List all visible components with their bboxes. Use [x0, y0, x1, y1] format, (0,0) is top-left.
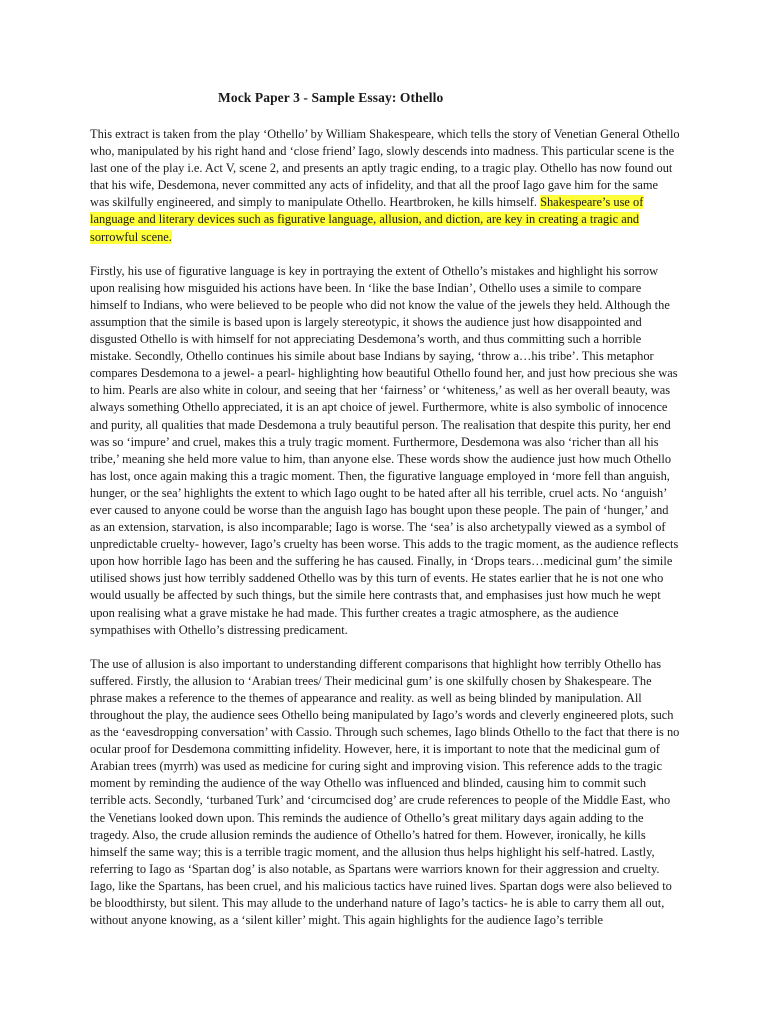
intro-paragraph [90, 126, 680, 246]
document-title: Mock Paper 3 - Sample Essay: Othello [218, 90, 444, 105]
allusion-paragraph: The use of allusion is also important to understanding different comparisons that highlight how terribly Othello has suffered. Firstly, the allusion to ‘Arabian trees/ Their medicinal gum’ is one skilfully chosen by Shakespeare. The phrase makes a reference to the themes of appearance and reality. as well as being blinded by manipulation. All throughout the play, the audience sees Othello being manipulated by Iago’s words and cleverly engineered plots, such as the ‘eavesdropping conversation’ with Cassio. Through such schemes, Iago blinds Othello to the fact that there is no ocular proof for Desdemona committing infidelity. However, here, it is important to note that the medicinal gum of Arabian trees (myrrh) was used as medicine for curing sight and improving vision. This reference adds to the tragic moment by reminding the audience of the way Othello was influenced and blinded, causing him to commit such terrible acts. Secondly, ‘turbaned Turk’ and ‘circumcised dog’ are crude references to people of the Middle East, who the Venetians looked down upon. This reminds the audience of Othello’s great military days again adding to the tragedy. Also, the crude allusion reminds the audience of Othello’s hatred for them. However, ironically, he kills himself the same way; this is a terrible tragic moment, and the allusion thus helps highlight his self-hatred. Lastly, referring to Iago as ‘Spartan dog’ is also notable, as Spartans were warriors known for their aggression and cruelty. Iago, like the Spartans, has been cruel, and his malicious tactics have ruined lives. Spartan dogs were also believed to be bloodthirsty, but silent. This may allude to the underhand nature of Iago’s tactics- he is able to carry them all out, without anyone knowing, as a ‘silent killer’ might. This again highlights for the audience Iago’s terrible [90, 656, 680, 928]
thesis-highlight: Shakespeare’s use of language and literary devices such as figurative language, allusion, and diction, are key in creating a tragic and sorrowful scene. [90, 195, 644, 244]
document-page [90, 88, 680, 929]
intro-text: This extract is taken from the play ‘Othello’ by William Shakespeare, which tells the story of Venetian General Othello who, manipulated by his right hand and ‘close friend’ Iago, slowly descends into madness. This particular scene is the last one of the play i.e. Act V, scene 2, and presents an aptly tragic ending, to a tragic play. Othello has now found out that his wife, Desdemona, never committed any acts of infidelity, and that all the proof Iago gave him for the same was skilfully engineered, and simply to manipulate Othello. Heartbroken, he kills himself. [90, 127, 680, 210]
figurative-language-paragraph: Firstly, his use of figurative language is key in portraying the extent of Othello’s mistakes and highlight his sorrow upon realising how misguided his actions have been. In ‘like the base Indian’, Othello uses a simile to compare himself to Indians, who were believed to be people who did not know the value of the jewels they held. Although the assumption that the simile is based upon is largely stereotypic, it shows the audience just how disappointed and disgusted Othello is with himself for not appreciating Desdemona’s worth, and thus committing such a horrible mistake. Secondly, Othello continues his simile about base Indians by saying, ‘throw a…his tribe’. This metaphor compares Desdemona to a jewel- a pearl- highlighting how beautiful Othello found her, and just how precious she was to him. Pearls are also white in colour, and seeing that her ‘fairness’ or ‘whiteness,’ as well as her overall beauty, was always something Othello appreciated, it is an apt choice of jewel. Furthermore, white is also symbolic of innocence and purity, all qualities that made Desdemona a truly beautiful person. The realisation that despite this purity, her end was so ‘impure’ and cruel, makes this a truly tragic moment. Furthermore, Desdemona was also ‘richer than all his tribe,’ meaning she held more value to him, than anyone else. These words show the audience just how much Othello has lost, once again making this a tragic moment. Then, the figurative language employed in ‘more fell than anguish, hunger, or the sea’ highlights the extent to which Iago ought to be hated after all his terrible, cruel acts. No ‘anguish’ ever caused to anyone could be worse than the anguish Iago has bought upon these people. The pain of ‘hunger,’ and as an extension, starvation, is also incomparable; Iago is worse. The ‘sea’ is also archetypally viewed as a symbol of unpredictable cruelty- however, Iago’s cruelty has been worse. This adds to the tragic moment, as the audience reflects upon how horrible Iago has been and the suffering he has caused. Finally, in ‘Drops tears…medicinal gum’ the simile utilised shows just how terribly saddened Othello was by this turn of events. He states earlier that he is not one who would usually be affected by such things, but the simile here contrasts that, and emphasises just how much he wept upon realising what a grave mistake he had made. This further creates a tragic atmosphere, as the audience sympathises with Othello’s distressing predicament. [90, 263, 679, 637]
